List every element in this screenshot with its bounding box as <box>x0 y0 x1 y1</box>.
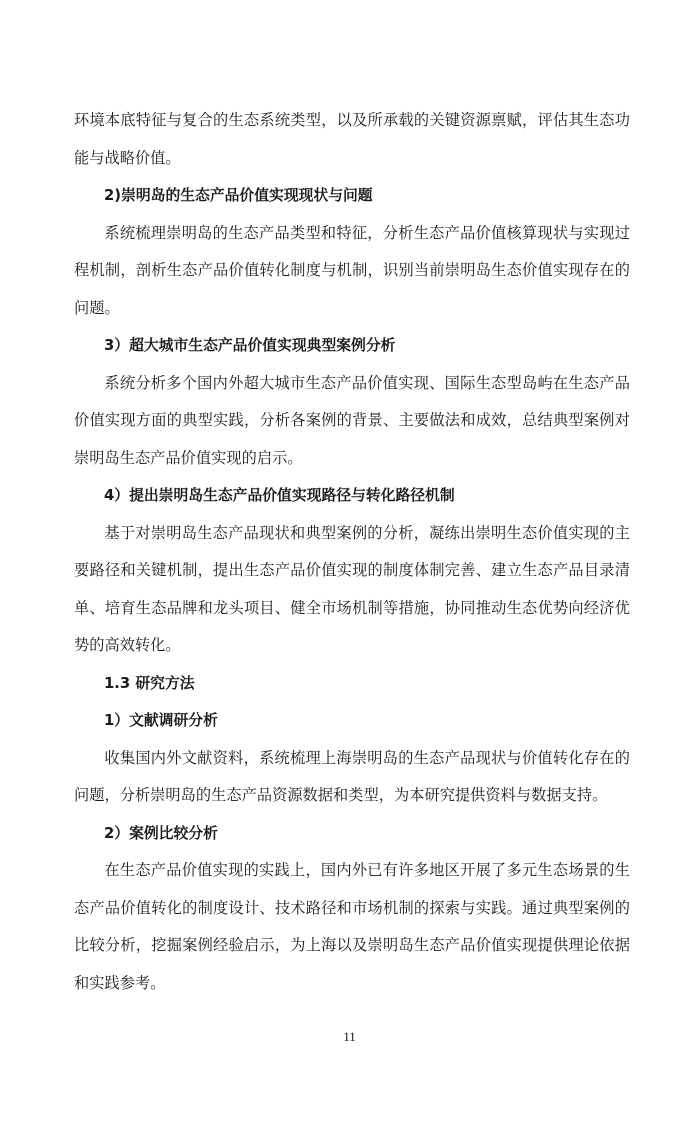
heading-paths-and-mechanisms: 4）提出崇明岛生态产品价值实现路径与转化路径机制 <box>104 487 455 504</box>
heading-case-comparison: 2）案例比较分析 <box>104 824 218 842</box>
paragraph-literature-review: 收集国内外文献资料，系统梳理上海崇明岛的生态产品现状与价值转化存在的问题，分析崇明岛的生态产品资源数据和类型，为本研究提供资料与数据支持。 <box>74 748 630 804</box>
paragraph-continued: 环境本底特征与复合的生态系统类型，以及所承载的关键资源禀赋，评估其生态功能与战略价值。 <box>74 111 630 167</box>
paragraph-paths-and-mechanisms: 基于对崇明岛生态产品现状和典型案例的分析，凝练出崇明生态价值实现的主要路径和关键机制，提出生态产品价值实现的制度体制完善、建立生态产品目录清单、培育生态品牌和龙头项目、健全市场机制等措施，协同推动生态优势向经济优势的高效转化。 <box>74 523 630 654</box>
heading-research-methods: 1.3 研究方法 <box>104 674 195 692</box>
body-text <box>74 102 630 1002</box>
paragraph-status-and-problems: 系统梳理崇明岛的生态产品类型和特征，分析生态产品价值核算现状与实现过程机制，剖析生态产品价值转化制度与机制，识别当前崇明岛生态价值实现存在的问题。 <box>74 223 630 317</box>
heading-status-and-problems: 2)崇明岛的生态产品价值实现现状与问题 <box>104 187 373 204</box>
paragraph-case-analysis: 系统分析多个国内外超大城市生态产品价值实现、国际生态型岛屿在生态产品价值实现方面的典型实践，分析各案例的背景、主要做法和成效，总结典型案例对崇明岛生态产品价值实现的启示。 <box>74 373 630 467</box>
heading-case-analysis: 3）超大城市生态产品价值实现典型案例分析 <box>104 337 396 354</box>
page-number: 11 <box>343 1029 356 1044</box>
heading-literature-review: 1）文献调研分析 <box>104 712 218 729</box>
paragraph-case-comparison: 在生态产品价值实现的实践上，国内外已有许多地区开展了多元生态场景的生态产品价值转化的制度设计、技术路径和市场机制的探索与实践。通过典型案例的比较分析，挖掘案例经验启示，为上海以及崇明岛生态产品价值实现提供理论依据和实践参考。 <box>74 861 630 992</box>
